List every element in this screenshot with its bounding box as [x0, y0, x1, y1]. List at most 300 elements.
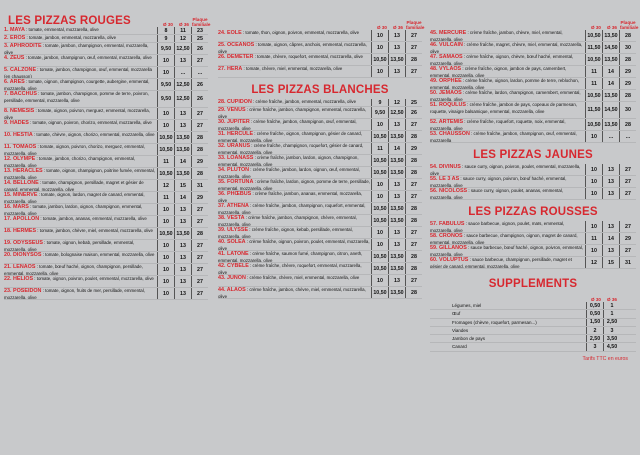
- item-description: [4, 240, 157, 251]
- menu-item: [218, 119, 422, 131]
- supplement-price: 3: [603, 327, 620, 334]
- item-price: 10: [157, 120, 174, 131]
- item-price: 27: [405, 227, 422, 238]
- item-price: 10: [157, 276, 174, 287]
- menu-item: [218, 131, 422, 143]
- item-price: 29: [619, 233, 636, 244]
- item-description: [430, 221, 585, 232]
- item-price: 10,50: [585, 119, 602, 130]
- item-price: 13: [602, 176, 619, 187]
- item-price: 13: [388, 191, 405, 202]
- item-price: 13,50: [388, 287, 405, 298]
- item-name: 52. ARTEMIS: [430, 119, 464, 125]
- item-price: 13: [602, 164, 619, 175]
- item-ingredients: : crème fraîche, jambon, chèvre, miel, emmental, mozzarella, olive: [218, 287, 366, 298]
- menu-item: [4, 228, 208, 240]
- column-1: [4, 0, 211, 455]
- item-name: 19. ODYSSEUS: [4, 240, 43, 246]
- item-ingredients: : tomate, jambon, champignon, œuf, emmental, mozzarella (en chausson): [4, 67, 152, 78]
- item-price: 28: [619, 30, 636, 41]
- item-name: 59. GILLANOS: [430, 245, 467, 251]
- supplement-price: 3: [586, 343, 603, 350]
- blanches-list: [218, 99, 422, 299]
- item-price: 10: [157, 240, 174, 251]
- item-name: 49. ORPHEE: [430, 78, 462, 84]
- item-price: 26: [191, 91, 208, 107]
- item-price: ...: [174, 67, 191, 78]
- item-price: 10: [585, 131, 602, 142]
- item-ingredients: : tomate, oignon, kebab, persillade, emmental, mozzarella, olive: [4, 240, 135, 251]
- item-price: 10,50: [371, 54, 388, 65]
- section-title-rousses: LES PIZZAS ROUSSES: [468, 206, 598, 218]
- item-description: [218, 215, 371, 226]
- item-description: [218, 155, 371, 166]
- item-description: [218, 167, 371, 178]
- menu-item: [4, 144, 208, 156]
- item-name: 45. MERCURE: [430, 30, 467, 36]
- menu-item: [430, 221, 636, 233]
- item-price: 12,50: [388, 107, 405, 118]
- item-ingredients: : tomate, bolognaise maison, emmental, mozzarella, olive: [41, 252, 155, 257]
- item-description: [430, 42, 585, 53]
- item-price: 12: [157, 180, 174, 191]
- item-description: [218, 99, 371, 106]
- item-ingredients: : sauce curry, oignon, poivron, poulet, emmental, mozzarella, olive: [430, 164, 581, 175]
- menu-item: [4, 79, 208, 91]
- item-name: 17. APOLLON: [4, 216, 40, 222]
- supplement-price: 1: [603, 302, 620, 309]
- item-ingredients: : crème fraîche, oignon, lardon, pomme de terre, reblochon, emmental, mozzarella, olive: [430, 78, 579, 89]
- item-ingredients: : tomate, oignon, champignon, courgette, aubergine, emmental, mozzarella, olive: [4, 79, 150, 90]
- supplement-row: [430, 310, 636, 318]
- item-name: 47. SAMAOS: [430, 54, 463, 60]
- item-price: 13,50: [388, 251, 405, 262]
- item-name: 8. NEMESIS: [4, 108, 35, 114]
- item-name: 26. DEMETER: [218, 54, 254, 60]
- menu-item: [4, 180, 208, 192]
- item-price: 27: [619, 188, 636, 199]
- item-name: 3. APHRODITE: [4, 43, 42, 49]
- section-title-jaunes: LES PIZZAS JAUNES: [473, 149, 593, 161]
- item-ingredients: : crème fraîche, jambon, lardon, oignon, œuf, emmental, mozzarella, olive: [218, 167, 360, 178]
- item-description: [218, 203, 371, 214]
- item-description: [218, 42, 371, 53]
- supplement-price: 1,50: [586, 319, 603, 326]
- item-price: 13,50: [602, 90, 619, 101]
- item-ingredients: : crème fraîche, chèvre, roquefort, emmental, mozzarella, olive: [218, 263, 362, 274]
- item-price: 13: [388, 227, 405, 238]
- menu-item: [430, 176, 636, 188]
- item-price: 13: [174, 288, 191, 299]
- item-description: [430, 164, 585, 175]
- item-price: 9: [157, 35, 174, 42]
- item-name: 51. ROQULUS: [430, 102, 466, 108]
- menu-item: [218, 99, 422, 107]
- item-name: 18. HERMES: [4, 228, 37, 234]
- menu-item: [430, 102, 636, 119]
- item-price: 13,50: [174, 168, 191, 179]
- item-price: 27: [619, 176, 636, 187]
- item-price: 12,50: [174, 43, 191, 54]
- item-ingredients: : tomate, jambon, lardon, oignon, champignon, emmental, mozzarella, olive: [4, 204, 143, 215]
- menu-item: [218, 227, 422, 239]
- item-price: 13: [174, 276, 191, 287]
- supplement-price: 3,50: [603, 335, 620, 342]
- item-price: 13,50: [388, 54, 405, 65]
- item-price: 12: [388, 99, 405, 106]
- item-price: 11: [157, 192, 174, 203]
- item-price: 29: [405, 143, 422, 154]
- item-price: 27: [191, 276, 208, 287]
- item-price: 28: [405, 287, 422, 298]
- item-description: [4, 228, 157, 239]
- item-ingredients: : crème fraîche, roquefort, roquette, noix, emmental, mozzarella, olive: [430, 119, 566, 130]
- item-price: 27: [405, 119, 422, 130]
- item-price: 13: [174, 108, 191, 119]
- item-price: 10,50: [371, 167, 388, 178]
- item-price: 28: [619, 54, 636, 65]
- item-name: 24. EOLE: [218, 30, 242, 36]
- menu-item: [218, 287, 422, 299]
- item-price: 10,50: [585, 54, 602, 65]
- item-name: 42. CYBELE: [218, 263, 249, 269]
- item-price: 30: [619, 102, 636, 118]
- item-ingredients: : crème fraîche, jambon, champignon, œuf, emmental, mozzarella, olive: [218, 119, 357, 130]
- item-description: [4, 144, 157, 155]
- section-title-supplements: SUPPLEMENTS: [488, 278, 578, 290]
- item-name: 15. MINERVE: [4, 192, 38, 198]
- menu-item: [4, 240, 208, 252]
- item-name: 33. LOANASS: [218, 155, 254, 161]
- menu-item: [218, 215, 422, 227]
- item-ingredients: : tomate, oignon, poivron, merguez, emmental, mozzarella, olive: [4, 108, 150, 119]
- item-description: [430, 30, 585, 41]
- item-description: [4, 216, 157, 227]
- menu-item: [430, 164, 636, 176]
- item-price: 27: [191, 108, 208, 119]
- item-price: 28: [405, 263, 422, 274]
- item-description: [218, 251, 371, 262]
- item-price: 13: [174, 252, 191, 263]
- item-name: 46. VULCAIN: [430, 42, 463, 48]
- item-price: 9,50: [371, 107, 388, 118]
- item-description: [430, 188, 585, 199]
- item-price: 29: [619, 66, 636, 77]
- item-ingredients: : sauce curry, oignon, poivron, bœuf haché, emmental, mozzarella, olive: [430, 176, 567, 187]
- item-price: 11,50: [585, 42, 602, 53]
- item-price: 10: [371, 191, 388, 202]
- menu-item: [430, 42, 636, 54]
- menu-item: [430, 188, 636, 200]
- menu-item: [430, 245, 636, 257]
- item-price: 27: [405, 66, 422, 77]
- item-ingredients: : crème fraîche, jambon, emmental, mozzarella, olive: [251, 99, 357, 104]
- item-price: 27: [191, 264, 208, 275]
- menu-item: [430, 119, 636, 131]
- item-price: 10: [371, 275, 388, 286]
- supplement-price: 4,50: [603, 343, 620, 350]
- item-price: 10: [585, 164, 602, 175]
- item-price: 29: [191, 192, 208, 203]
- supplement-price: 2: [586, 327, 603, 334]
- item-description: [218, 239, 371, 250]
- supplement-name: Fromages (chèvre, roquefort, parmesan...): [452, 319, 537, 325]
- item-price: 10: [585, 221, 602, 232]
- item-price: 10: [157, 264, 174, 275]
- menu-item: [218, 251, 422, 263]
- supplement-row: [430, 335, 636, 343]
- item-name: 6. ARES: [4, 79, 25, 85]
- item-description: [4, 252, 157, 263]
- menu-item: [4, 27, 208, 35]
- item-price: 13: [388, 66, 405, 77]
- supplements-price-header: Ø 30 Ø 36: [591, 297, 617, 302]
- item-price: 12: [585, 257, 602, 268]
- item-price: 10: [157, 216, 174, 227]
- item-price: 28: [405, 167, 422, 178]
- item-price: 15: [174, 180, 191, 191]
- menu-item: [218, 167, 422, 179]
- item-description: [4, 43, 157, 54]
- item-ingredients: : crème fraîche, champignon, roquefort, gésier de canard, emmental, mozzarella, olive: [218, 143, 364, 154]
- supplement-row: [430, 343, 636, 351]
- item-name: 53. CHAUSSON: [430, 131, 470, 137]
- price-header: Ø 30 Ø 36 Plaque familiale: [377, 20, 425, 30]
- item-description: [4, 180, 157, 191]
- item-description: [4, 27, 157, 34]
- item-price: 10: [371, 119, 388, 130]
- menu-item: [4, 288, 208, 300]
- item-ingredients: : tomate, oignon, poivron, chorizo, emmental, mozzarella, olive: [28, 120, 152, 125]
- item-price: 10,50: [371, 155, 388, 166]
- item-description: [218, 119, 371, 130]
- item-price: 14,50: [602, 102, 619, 118]
- item-price: 12,50: [174, 79, 191, 90]
- item-description: [4, 35, 157, 42]
- item-description: [4, 288, 157, 299]
- menu-item: [218, 179, 422, 191]
- item-price: 26: [405, 107, 422, 118]
- item-name: 56. NICOLOSS: [430, 188, 468, 194]
- menu-item: [218, 143, 422, 155]
- item-price: 28: [191, 168, 208, 179]
- menu-item: [4, 216, 208, 228]
- item-price: 13: [602, 221, 619, 232]
- item-price: 11: [585, 66, 602, 77]
- item-name: 7. BACCHUS: [4, 91, 37, 97]
- supplement-price: 2,50: [586, 335, 603, 342]
- menu-item: [218, 107, 422, 119]
- menu-item: [4, 55, 208, 67]
- item-price: 27: [191, 204, 208, 215]
- item-name: 2. EROS: [4, 35, 26, 41]
- menu-item: [4, 108, 208, 120]
- item-name: 40. SOLEA: [218, 239, 246, 245]
- section-title-rouges: LES PIZZAS ROUGES: [8, 15, 131, 27]
- item-description: [430, 54, 585, 65]
- item-price: 13: [388, 275, 405, 286]
- item-price: 10: [371, 66, 388, 77]
- menu-item: [218, 42, 422, 54]
- item-price: 30: [619, 42, 636, 53]
- item-price: 27: [405, 275, 422, 286]
- item-price: 13,50: [174, 132, 191, 143]
- item-name: 44. ALAOS: [218, 287, 246, 293]
- price-header: Ø 30 Ø 36 Plaque familiale: [163, 17, 211, 27]
- supplement-row: [430, 319, 636, 327]
- item-price: 11: [585, 78, 602, 89]
- item-price: 14: [602, 233, 619, 244]
- item-name: 43. JUNON: [218, 275, 246, 281]
- menu-item: [430, 54, 636, 66]
- item-price: ...: [619, 131, 636, 142]
- item-price: 10: [157, 55, 174, 66]
- item-name: 48. VYLAOS: [430, 66, 462, 72]
- item-name: 5. CALZONE: [4, 67, 37, 73]
- blanches-list-continued: [430, 30, 636, 143]
- item-name: 11. TOMAOS: [4, 144, 37, 150]
- item-price: 11,50: [585, 102, 602, 118]
- item-ingredients: : tomate, chèvre, miel, emmental, mozzarella, olive: [242, 66, 343, 71]
- item-price: 10,50: [157, 144, 174, 155]
- item-price: 28: [191, 132, 208, 143]
- item-price: 13,50: [388, 155, 405, 166]
- item-price: 10,50: [585, 30, 602, 41]
- item-name: 27. HERA: [218, 66, 243, 72]
- item-name: 60. VOLUPTUS: [430, 257, 469, 263]
- menu-item: [4, 276, 208, 288]
- item-name: 21. LENAOS: [4, 264, 36, 270]
- rousses-list: [430, 221, 636, 269]
- item-description: [218, 191, 371, 202]
- item-price: 28: [191, 144, 208, 155]
- item-ingredients: : tomate, jambon, champignon, pomme de terre, poivron, persillade, emmental, mozzarella, olive: [4, 91, 149, 103]
- item-price: 27: [405, 179, 422, 190]
- item-ingredients: : crème fraîche, jambon, champignon, roquefort, emmental, mozzarella, olive: [218, 203, 366, 214]
- supplement-price: 0,50: [586, 302, 603, 309]
- item-price: 13,50: [388, 167, 405, 178]
- item-price: 11: [585, 233, 602, 244]
- item-price: 28: [405, 155, 422, 166]
- item-price: 10: [371, 227, 388, 238]
- item-ingredients: : sauce barbecue, champignon, oignon, magret de canard, emmental, mozzarella, olive: [430, 233, 578, 244]
- item-ingredients: : crème fraîche, lardon, oignon, pomme de terre, persillade, emmental, mozzarella, olive: [218, 179, 370, 190]
- item-ingredients: : crème fraîche, jambon, champignon, emmental, mozzarella, olive: [218, 107, 366, 118]
- item-price: 27: [191, 240, 208, 251]
- item-price: 10,50: [371, 203, 388, 214]
- item-name: 54. DIVINUS: [430, 164, 461, 170]
- item-ingredients: : tomate, oignon, champignon, poitrine fumée, emmental, mozzarella, olive: [4, 168, 155, 179]
- menu-item: [218, 191, 422, 203]
- item-ingredients: : sauce barbecue, champignon, persillade, magret et gésier de canard, emmental, mozzarella, olive: [430, 257, 572, 268]
- item-price: 27: [619, 164, 636, 175]
- item-price: 13: [388, 239, 405, 250]
- item-name: 39. ULYSSE: [218, 227, 249, 233]
- section-title-blanches: LES PIZZAS BLANCHES: [251, 84, 389, 96]
- item-ingredients: : tomate, jambon, champignon, emmental, mozzarella, olive: [4, 43, 149, 54]
- item-price: 27: [405, 191, 422, 202]
- item-price: 14: [174, 192, 191, 203]
- item-ingredients: : crème fraîche, chèvre, miel, emmental, mozzarella, olive: [245, 275, 360, 280]
- item-price: 28: [619, 90, 636, 101]
- item-ingredients: : tomate, jambon, ananas, emmental, mozzarella, olive: [39, 216, 147, 221]
- item-price: 10,50: [157, 168, 174, 179]
- menu-item: [4, 120, 208, 132]
- item-name: 9. HADES: [4, 120, 29, 126]
- menu-item: [430, 257, 636, 269]
- item-description: [4, 91, 157, 107]
- item-ingredients: : crème fraîche, jambon, lardon, oignon, champignon, emmental, mozzarella, olive: [218, 155, 359, 166]
- menu-item: [218, 263, 422, 275]
- menu-item: [430, 78, 636, 90]
- supplement-price: 0,50: [586, 310, 603, 317]
- prices-note: Tarifs TTC en euros: [582, 355, 628, 362]
- menu-item: [218, 30, 422, 42]
- item-description: [218, 227, 371, 238]
- item-description: [4, 108, 157, 119]
- item-ingredients: : tomate, jambon, champignon, œuf, emmental, mozzarella, olive: [24, 55, 152, 60]
- menu-item: [4, 43, 208, 55]
- item-description: [430, 119, 585, 130]
- supplement-name: Canard: [452, 344, 467, 350]
- item-price: 11: [157, 156, 174, 167]
- item-name: 55. LE 3 AS: [430, 176, 460, 182]
- item-name: 37. ATHENA: [218, 203, 249, 209]
- item-ingredients: : crème fraîche, jambon, ananas, emmental, mozzarella, olive: [218, 191, 363, 202]
- item-price: 13: [174, 240, 191, 251]
- item-description: [430, 78, 585, 89]
- item-price: 14: [602, 66, 619, 77]
- item-description: [4, 132, 157, 143]
- item-ingredients: : crème fraîche, jambon, chèvre, miel, emmental, mozzarella, olive: [430, 30, 563, 41]
- item-name: 25. OCEANOS: [218, 42, 255, 48]
- item-name: 12. OLYMPE: [4, 156, 36, 162]
- item-ingredients: : tomate, bœuf haché, oignon, champignon, persillade, emmental, mozzarella, olive: [4, 264, 143, 275]
- menu-item: [4, 204, 208, 216]
- item-price: 10: [371, 42, 388, 53]
- item-price: 13,50: [388, 215, 405, 226]
- item-description: [430, 102, 585, 118]
- item-name: 29. VENUS: [218, 107, 246, 113]
- item-name: 38. VESTA: [218, 215, 245, 221]
- item-price: 27: [405, 30, 422, 41]
- menu-item: [4, 91, 208, 108]
- item-ingredients: : tomate, oignon, poivron, chorizo, merguez, emmental, mozzarella, olive: [4, 144, 145, 155]
- item-description: [430, 90, 585, 101]
- item-price: 10: [585, 188, 602, 199]
- item-name: 23. POSEIDON: [4, 288, 42, 294]
- item-ingredients: : tomate, chèvre, roquefort, emmental, mozzarella, olive: [253, 54, 363, 59]
- item-price: 13,50: [388, 131, 405, 142]
- item-ingredients: : crème fraîche, lardon, champignon, camembert, emmental, mozzarella, olive: [430, 90, 581, 101]
- item-ingredients: : tomate, oignon, poivron, poulet, emmental, mozzarella, olive: [33, 276, 154, 281]
- item-name: 35. FORTUNA: [218, 179, 254, 185]
- item-price: 10: [157, 108, 174, 119]
- menu-item: [218, 155, 422, 167]
- supplements-list: [430, 302, 636, 352]
- item-ingredients: : tomate, jambon, chorizo, champignon, emmental, mozzarella, olive: [4, 156, 136, 167]
- supplement-name: Viandes: [452, 327, 469, 333]
- menu-item: [430, 131, 636, 143]
- item-name: 32. URANUS: [218, 143, 251, 149]
- item-description: [430, 245, 585, 256]
- item-price: 13: [174, 204, 191, 215]
- item-description: [218, 30, 371, 41]
- item-description: [430, 257, 585, 268]
- item-price: 10: [371, 30, 388, 41]
- item-ingredients: : tomate, jambon, emmental, mozzarella, olive: [25, 35, 117, 40]
- item-price: 13,50: [174, 144, 191, 155]
